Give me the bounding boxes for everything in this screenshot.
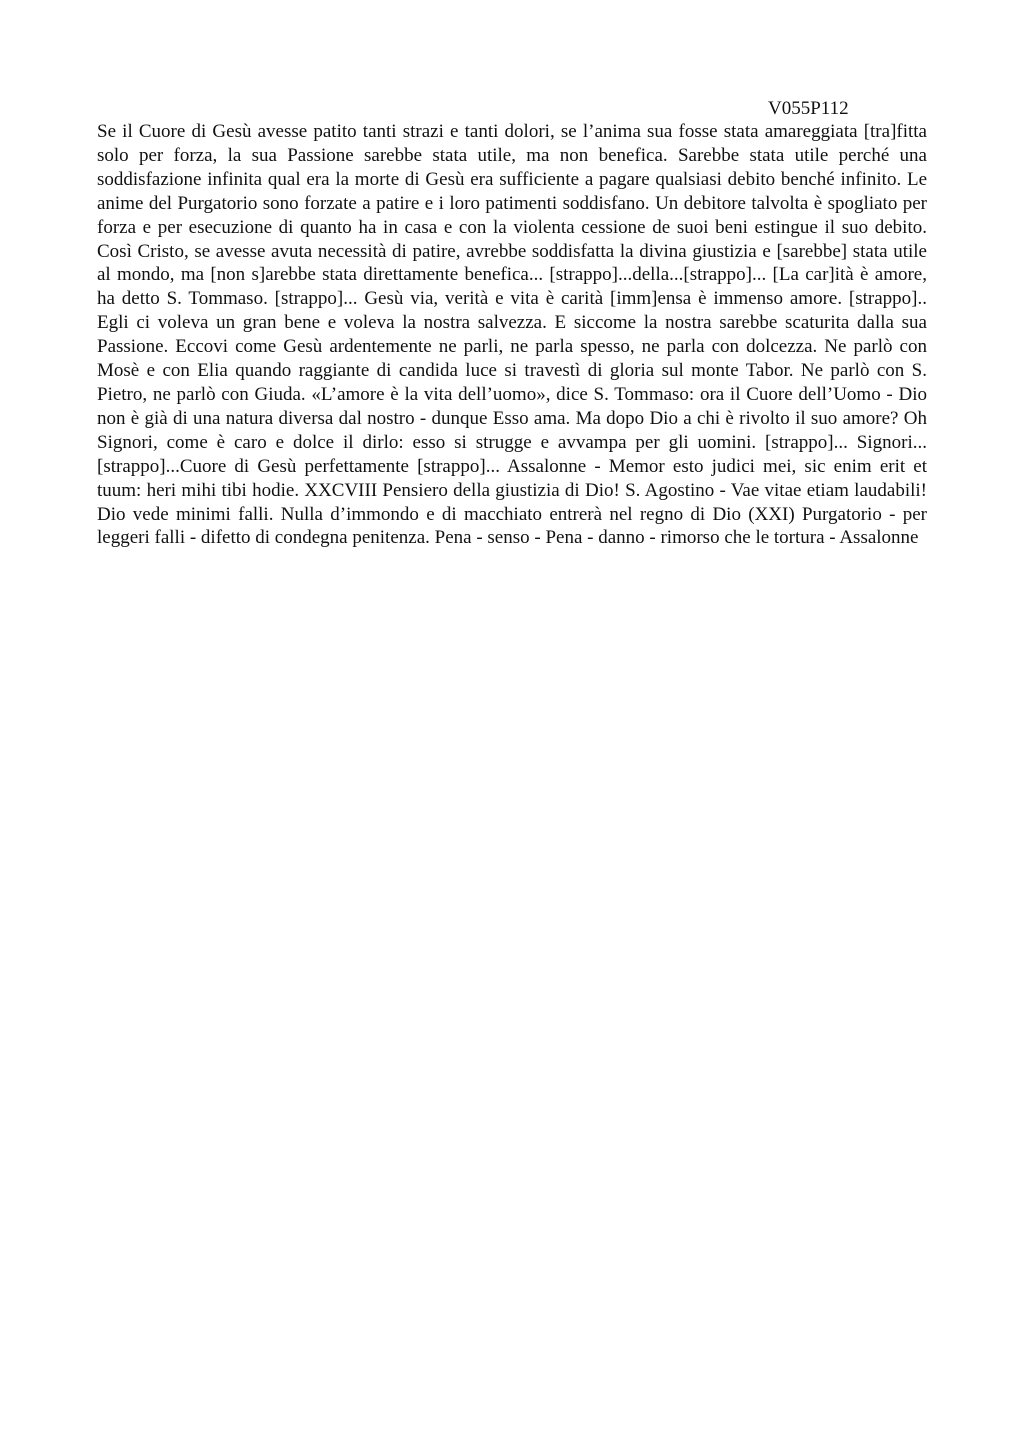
body-paragraph: Se il Cuore di Gesù avesse patito tanti strazi e tanti dolori, se l’anima sua fosse stata amareggiata [tra]fitta solo per forza, la sua Passione sarebbe stata utile, ma non benefica. Sarebbe stata utile perché una soddisfazione infinita qual era la morte di Gesù era sufficiente a pagare qualsiasi debito benché infinito. Le anime del Purgatorio sono forzate a patire e i loro patimenti soddisfano. Un debitore talvolta è spogliato per forza e per esecuzione di quanto ha in casa e con la violenta cessione de suoi beni estingue il suo debito. Così Cristo, se avesse avuta necessità di patire, avrebbe soddisfatta la divina giustizia e [sarebbe] stata utile al mondo, ma [non s]arebbe stata direttamente benefica... [strappo]...della...[strappo]... [La car]ità è amore, ha detto S. Tommaso. [strappo]... Gesù via, verità e vita è carità [imm]ensa è immenso amore. [strappo].. Egli ci voleva un gran bene e voleva la nostra salvezza. E siccome la nostra sarebbe scaturita dalla sua Passione. Eccovi come Gesù ardentemente ne parli, ne parla spesso, ne parla con dolcezza. Ne parlò con Mosè e con Elia quando raggiante di candida luce si travestì di gloria sul monte Tabor. Ne parlò con S. Pietro, ne parlò con Giuda. «L’amore è la vita dell’uomo», dice S. Tommaso: ora il Cuore dell’Uomo - Dio non è già di una natura diversa dal nostro - dunque Esso ama. Ma dopo Dio a chi è rivolto il suo amore? Oh Signori, come è caro e dolce il dirlo: esso si strugge e avvampa per gli uomini. [strappo]... Signori...[strappo]...Cuore di Gesù perfettamente [strappo]... Assalonne - Memor esto judici mei, sic enim erit et tuum: heri mihi tibi hodie. XXCVIII Pensiero della giustizia di Dio! S. Agostino - Vae vitae etiam laudabili! Dio vede minimi falli. Nulla d’immondo e di macchiato entrerà nel regno di Dio (XXI) Purgatorio - per leggeri falli - difetto di condegna penitenza. Pena - senso - Pena - danno - rimorso che le tortura - Assalonne	[97, 121, 927, 549]
page-identifier: V055P112	[768, 98, 849, 119]
